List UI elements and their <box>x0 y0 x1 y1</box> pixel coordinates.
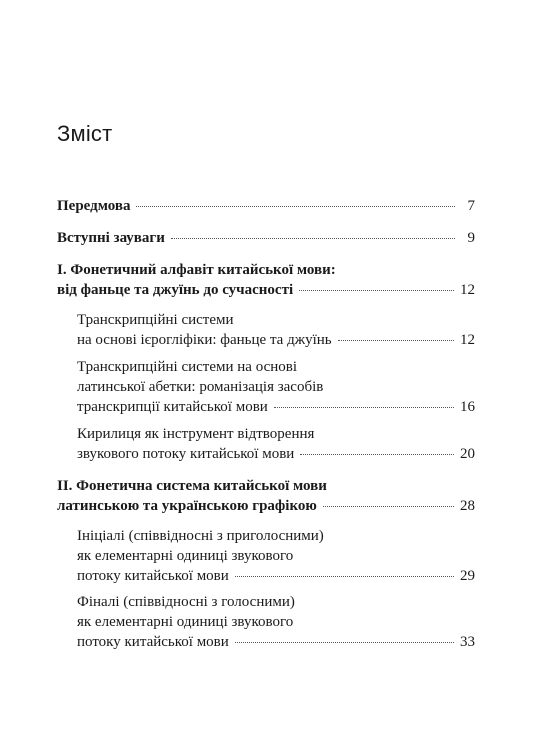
toc-entry-title-line: латинської абетки: романізація засобів <box>77 379 324 395</box>
toc-page-number: 7 <box>467 198 475 214</box>
toc-page-number: 16 <box>460 399 475 415</box>
dot-leader <box>136 206 455 207</box>
toc-entry-title-line: від фаньце та джуїнь до сучасності <box>57 282 294 298</box>
dot-leader <box>299 290 454 291</box>
page-title: Зміст <box>57 121 113 146</box>
toc-entry-title-line: І. Фонетичний алфавіт китайської мови: <box>57 262 336 278</box>
toc-page-number: 20 <box>460 446 475 462</box>
toc-page-number: 9 <box>467 230 475 246</box>
toc-entry-title-line: на основі ієрогліфіки: фаньце та джуїнь <box>77 332 332 348</box>
dot-leader <box>274 407 454 408</box>
toc-entry-title-line: транскрипції китайської мови <box>77 399 268 415</box>
dot-leader <box>235 576 454 577</box>
toc-entry-preface[interactable] <box>57 196 475 216</box>
toc-entry-title-line: звукового потоку китайської мови <box>77 446 295 462</box>
toc-entry-chapter-2[interactable] <box>57 476 475 516</box>
toc-entry-title-line: латинською та українською графікою <box>57 498 317 514</box>
toc-entry-title: Вступні зауваги <box>57 230 165 246</box>
toc-entry-title-line: як елементарні одиниці звукового <box>77 614 294 630</box>
toc-entry-section-1-2[interactable] <box>77 357 475 417</box>
toc-page-number: 28 <box>460 498 475 514</box>
toc-page-number: 33 <box>460 634 475 650</box>
toc-entry-section-1-1[interactable] <box>77 310 475 350</box>
toc-entry-chapter-1[interactable] <box>57 260 475 300</box>
toc-entry-introductory-remarks[interactable] <box>57 228 475 248</box>
dot-leader <box>338 340 454 341</box>
toc-entry-title-line: потоку китайської мови <box>77 634 229 650</box>
toc-page-number: 29 <box>460 568 475 584</box>
toc-entry-title: Передмова <box>57 198 131 214</box>
toc-page-number: 12 <box>460 282 475 298</box>
toc-entry-title-line: ІІ. Фонетична система китайської мови <box>57 478 327 494</box>
dot-leader <box>300 454 454 455</box>
table-of-contents <box>57 196 475 652</box>
toc-entry-title-line: Фіналі (співвідносні з голосними) <box>77 594 295 610</box>
toc-entry-section-2-1[interactable] <box>77 526 475 586</box>
toc-entry-title-line: Ініціалі (співвідносні з приголосними) <box>77 528 324 544</box>
toc-entry-title-line: Транскрипційні системи <box>77 312 234 328</box>
toc-entry-section-1-3[interactable] <box>77 424 475 464</box>
toc-entry-title-line: потоку китайської мови <box>77 568 229 584</box>
toc-entry-title-line: Транскрипційні системи на основі <box>77 359 298 375</box>
dot-leader <box>171 238 455 239</box>
toc-entry-title-line: Кирилиця як інструмент відтворення <box>77 426 315 442</box>
toc-page-number: 12 <box>460 332 475 348</box>
toc-entry-title-line: як елементарні одиниці звукового <box>77 548 294 564</box>
dot-leader <box>235 642 454 643</box>
toc-entry-section-2-2[interactable] <box>77 592 475 652</box>
dot-leader <box>323 506 454 507</box>
